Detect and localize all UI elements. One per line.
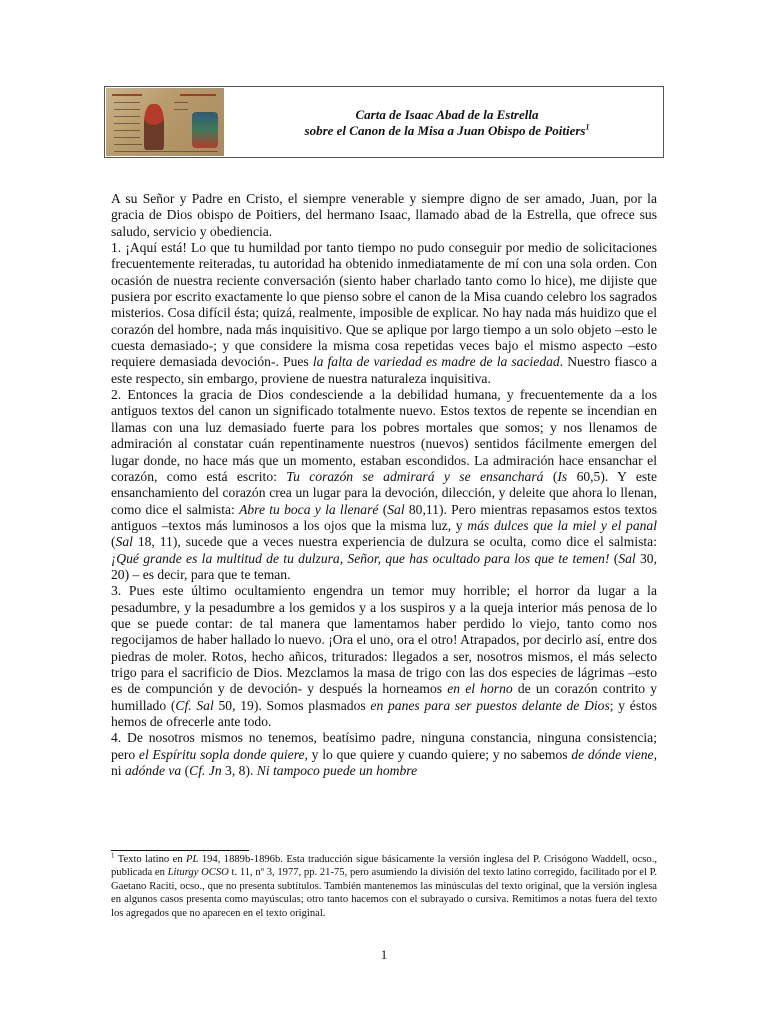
footnote-1: $^1$ Texto latino en PL 194, 1889b-1896b. Esta traducción sigue básicamente la versión inglesa del P. Crisógono Waddell, ocso., publicada en Liturgy OCSO t. 11, nº 3, 1977, pp. 21-75, pero asumiendo la división del texto latino corregido, facilitado por el P. Gaetano Raciti, ocso., que no presenta subtítulos. También mantenemos las minúsculas del texto original, que la versión inglesa en algunos casos presenta como mayúsculas; otro tanto hacemos con el subrayado o cursiva. Remitimos a notas fuera del texto los agregados que no aparecen en el texto original. <box>111 851 658 919</box>
salutation: A su Señor y Padre en Cristo, el siempre venerable y siempre digno de ser amado, Juan, por la gracia de Dios obispo de Poitiers, del hermano Isaac, llamado abad de la Estrella, que ofrece sus saludo, servicio y obediencia. <box>111 191 657 239</box>
paragraph-1: 1. ¡Aquí está! Lo que tu humildad por tanto tiempo no pudo conseguir por medio de solicitaciones frecuentemente reiteradas, tu autoridad ha obtenido inmediatamente de mí con una sola orden. Con ocasión de nuestra reciente conversación (siento haber charlado tanto como lo hice), me dijiste que pusiera por escrito exactamente lo que pienso sobre el canon de la Misa cuando celebro los sagrados misterios. Cosa difícil ésta; quizá, realmente, imposible de explicar. No hay nada más huidizo que el corazón del hombre, nada más inquisitivo. Que se aplique por largo tiempo a un solo objeto –esto le cuesta demasiado-; y que considere la misma cosa repetidas veces bajo el mismo aspecto –esto requiere demasiada devoción-. Pues la falta de variedad es madre de la saciedad. Nuestro fiasco a este respecto, sin embargo, proviene de nuestra naturaleza inquisitiva. <box>111 240 658 386</box>
page-number: 1 <box>380 947 388 962</box>
footnote-mark: 1 <box>111 851 115 860</box>
monk-figure <box>144 104 164 150</box>
paragraph-4: 4. De nosotros mismos no tenemos, beatísimo padre, ninguna constancia, ninguna consistencia; pero el Espíritu sopla donde quiere, y lo que quiere y cuando quiere; y no sabemos de dónde viene, ni adónde va (Cf. Jn 3, 8). Ni tampoco puede un hombre <box>111 730 657 779</box>
letter-body <box>111 191 657 779</box>
title-box <box>104 86 664 158</box>
footnote-divider <box>111 850 249 851</box>
title-footnote-mark: 1 <box>585 122 590 132</box>
title-line-2: sobre el Canon de la Misa a Juan Obispo de Poitiers$^1$ <box>304 122 590 138</box>
title-line-1: Carta de Isaac Abad de la Estrella <box>355 107 539 122</box>
paragraph-3: 3. Pues este último ocultamiento engendra un temor muy horrible; el horror da lugar a la pesadumbre, y la pesadumbre a los gemidos y a los suspiros y a la queja interior más penosa de lo que se puede contar: de tal manera que lamentamos haber perdido lo viejo, tanto como nos regocijamos de haber hallado lo nuevo. ¡Ora el uno, ora el otro! Atrapados, por decirlo así, entre dos piedras de moler. Rotos, hecho añicos, triturados: llegados a ser, nosotros mismos, el más selecto trigo para el sacrificio de Dios. Mezclamos la masa de trigo con las dos especies de lágrimas –esto es de compunción y de devoción- y después la horneamos en el horno de un corazón contrito y humillado (Cf. Sal 50, 19). Somos plasmados en panes para ser puestos delante de Dios; y éstos hemos de ofrecerle ante todo. <box>111 583 657 729</box>
document-title <box>235 107 659 139</box>
paragraph-2: 2. Entonces la gracia de Dios condesciende a la debilidad humana, y frecuentemente da a los antiguos textos del canon un significado totalmente nuevo. Estos textos de repente se incendian en llamas con una luz demasiado fuerte para los pobres mortales que somos; y nos llenamos de admiración al constatar cuán repentinamente nuestros (nuevos) sentidos fácilmente emergen del lugar donde, no hace más que un momento, estaban escondidos. La admiración hace ensanchar el corazón, como está escrito: Tu corazón se admirará y se ensanchará (Is 60,5). Y este ensanchamiento del corazón crea un lugar para la devoción, dilección, y deleite que ahora lo llenan, como dice el salmista: Abre tu boca y la llenaré (Sal 80,11). Pero mientras repasamos estos textos antiguos –textos más luminosos a los ojos que la misma luz, y más dulces que la miel y el panal (Sal 18, 11), sucede que a veces nuestra experiencia de dulzura se oculta, como dice el salmista: ¡Qué grande es la multitud de tu dulzura, Señor, que has ocultado para los que te temen! (Sal 30, 20) – es decir, para que te teman. <box>111 387 658 582</box>
manuscript-illustration <box>106 88 224 156</box>
altar-figure <box>192 112 218 148</box>
